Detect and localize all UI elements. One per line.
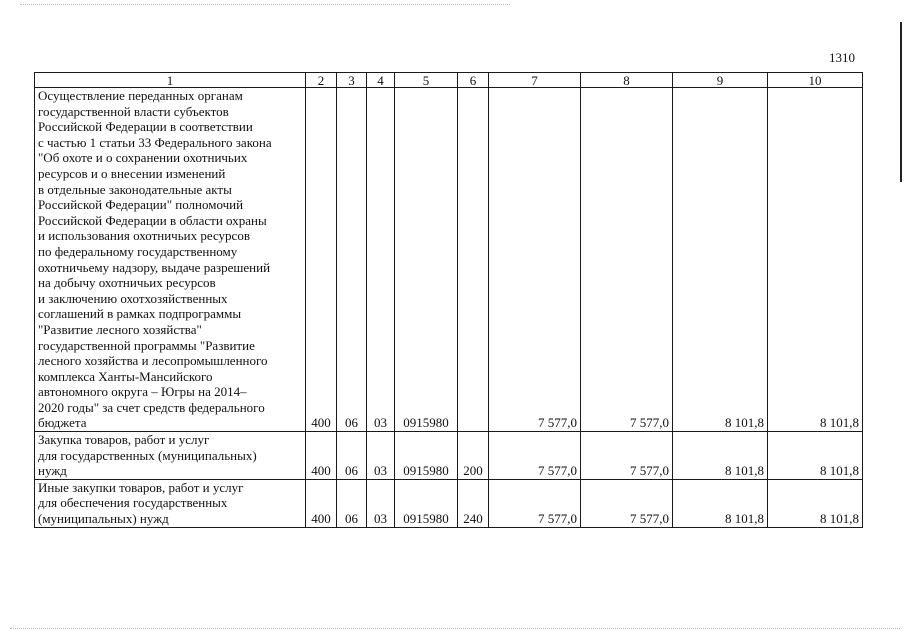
cell-amount-col7: 7 577,0 (489, 432, 581, 480)
cell-ministry: 400 (306, 479, 337, 527)
column-header: 4 (367, 73, 395, 88)
cell-amount-col10: 8 101,8 (768, 432, 863, 480)
cell-subsection: 03 (367, 432, 395, 480)
cell-section: 06 (337, 432, 367, 480)
cell-target-article: 0915980 (395, 432, 458, 480)
cell-target-article: 0915980 (395, 479, 458, 527)
table-row (35, 479, 863, 527)
cell-amount-col9: 8 101,8 (673, 432, 768, 480)
column-header: 2 (306, 73, 337, 88)
row-name-cell: Иные закупки товаров, работ и услуг для обеспечения государственных (муниципальных) нужд (35, 479, 306, 527)
cell-amount-col9: 8 101,8 (673, 88, 768, 432)
cell-amount-col10: 8 101,8 (768, 479, 863, 527)
column-number-row (35, 73, 863, 88)
row-name-cell: Осуществление переданных органам государственной власти субъектов Российской Федерации в соответствии с частью 1 статьи 33 Федерального закона "Об охоте и о сохранении охотничьих ресурсов и о внесении изменений в отдельные законодательные акты Российской Федерации" полномочий Российской Федерации в области охраны и использования охотничьих ресурсов по федеральному государственному охотничьему надзору, выдаче разрешений на добычу охотничьих ресурсов и заключению охотхозяйственных соглашений в рамках подпрограммы "Развитие лесного хозяйства" государственной программы "Развитие лесного хозяйства и лесопромышленного комплекса Ханты-Мансийского автономного округа – Югры на 2014– 2020 годы" за счет средств федерального бюджета (35, 88, 306, 432)
column-header: 9 (673, 73, 768, 88)
cell-amount-col7: 7 577,0 (489, 88, 581, 432)
budget-table (34, 72, 863, 528)
cell-section: 06 (337, 88, 367, 432)
cell-amount-col8: 7 577,0 (581, 88, 673, 432)
cell-subsection: 03 (367, 479, 395, 527)
column-header: 8 (581, 73, 673, 88)
cell-expense-type: 200 (458, 432, 489, 480)
scan-artifact-bottom (10, 628, 900, 629)
column-header: 10 (768, 73, 863, 88)
page-number: 1310 (829, 50, 855, 65)
cell-section: 06 (337, 479, 367, 527)
cell-expense-type (458, 88, 489, 432)
cell-subsection: 03 (367, 88, 395, 432)
cell-amount-col10: 8 101,8 (768, 88, 863, 432)
scan-artifact-top (20, 4, 510, 5)
table-row (35, 432, 863, 480)
column-header: 3 (337, 73, 367, 88)
column-header: 1 (35, 73, 306, 88)
column-header: 7 (489, 73, 581, 88)
cell-expense-type: 240 (458, 479, 489, 527)
cell-ministry: 400 (306, 88, 337, 432)
cell-target-article: 0915980 (395, 88, 458, 432)
column-header: 6 (458, 73, 489, 88)
row-name-cell: Закупка товаров, работ и услуг для государственных (муниципальных) нужд (35, 432, 306, 480)
cell-amount-col7: 7 577,0 (489, 479, 581, 527)
cell-amount-col8: 7 577,0 (581, 479, 673, 527)
table-row (35, 88, 863, 432)
cell-amount-col8: 7 577,0 (581, 432, 673, 480)
cell-amount-col9: 8 101,8 (673, 479, 768, 527)
cell-ministry: 400 (306, 432, 337, 480)
scan-artifact-right-edge (900, 22, 902, 182)
column-header: 5 (395, 73, 458, 88)
